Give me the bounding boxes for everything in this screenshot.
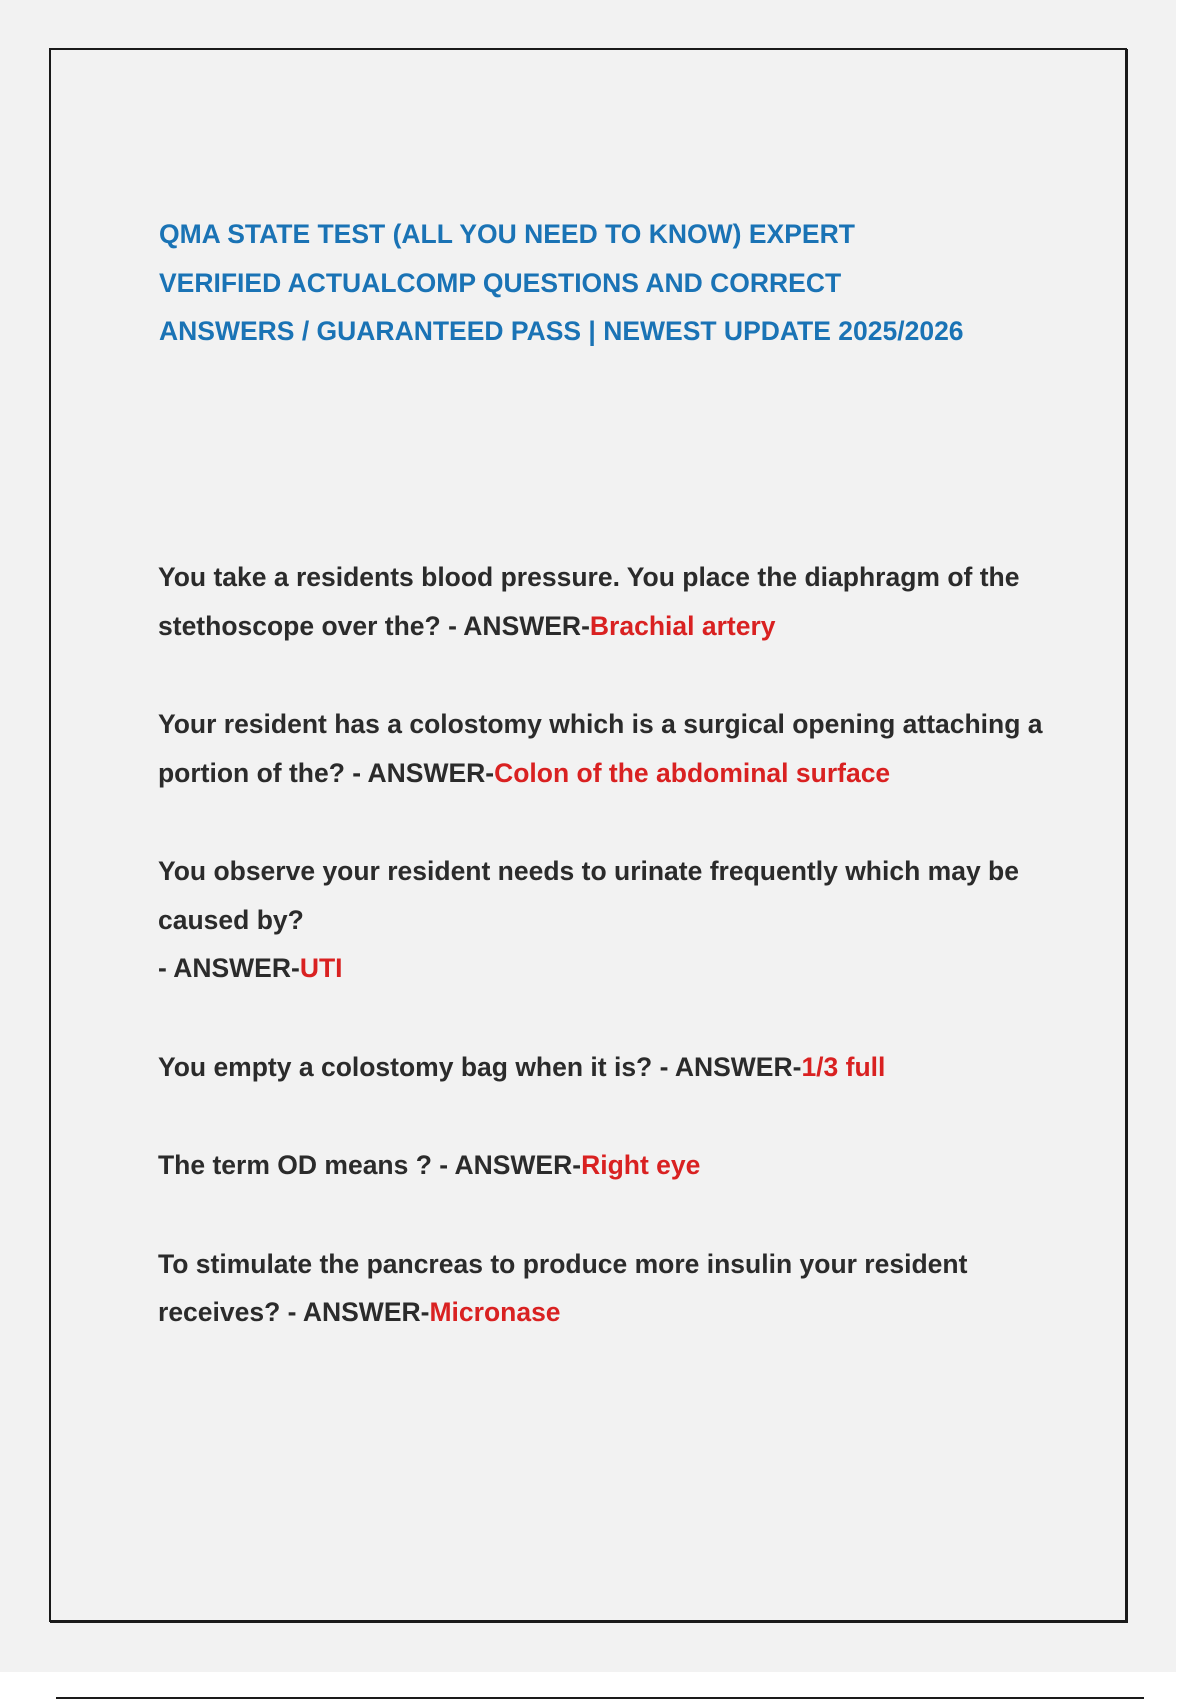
qa-list — [158, 553, 1058, 1387]
answer-text: Micronase — [429, 1297, 561, 1327]
answer-prefix: ANSWER- — [454, 1150, 582, 1180]
answer-text: Brachial artery — [589, 610, 776, 641]
qa-item — [158, 1240, 1058, 1337]
answer-prefix: ANSWER- — [463, 610, 590, 641]
question-text: The term OD means ? - — [158, 1150, 455, 1180]
answer-text: 1/3 full — [801, 1051, 886, 1082]
qa-item — [158, 700, 1058, 797]
answer-text: Colon of the abdominal surface — [494, 757, 891, 788]
qa-item — [158, 847, 1058, 993]
document-title: QMA STATE TEST (ALL YOU NEED TO KNOW) EXPERT VERIFIED ACTUALCOMP QUESTIONS AND CORRECT ANSWERS / GUARANTEED PASS | NEWEST UPDATE 2025/2026 — [159, 219, 964, 346]
qa-item — [158, 1043, 1058, 1092]
question-text: You empty a colostomy bag when it is? - — [158, 1051, 675, 1082]
answer-prefix: ANSWER- — [302, 1297, 430, 1327]
answer-prefix: ANSWER- — [674, 1051, 802, 1082]
question-text: You observe your resident needs to urinate frequently which may be caused by? — [158, 856, 1019, 935]
question-suffix: - — [158, 953, 174, 983]
question-text: To stimulate the pancreas to produce more insulin your resident receives? - — [158, 1248, 968, 1327]
question-text: You take a residents blood pressure. You place the diaphragm of the stethoscope over the? - — [158, 562, 1020, 641]
answer-prefix: ANSWER- — [173, 953, 300, 983]
answer-text: Right eye — [581, 1150, 701, 1180]
answer-prefix: ANSWER- — [367, 757, 495, 788]
answer-text: UTI — [299, 953, 343, 983]
question-text: Your resident has a colostomy which is a surgical opening attaching a portion of the? - — [158, 709, 1043, 788]
qa-item — [158, 553, 1058, 650]
footer-divider — [56, 1697, 1144, 1699]
qa-item — [158, 1141, 1058, 1190]
